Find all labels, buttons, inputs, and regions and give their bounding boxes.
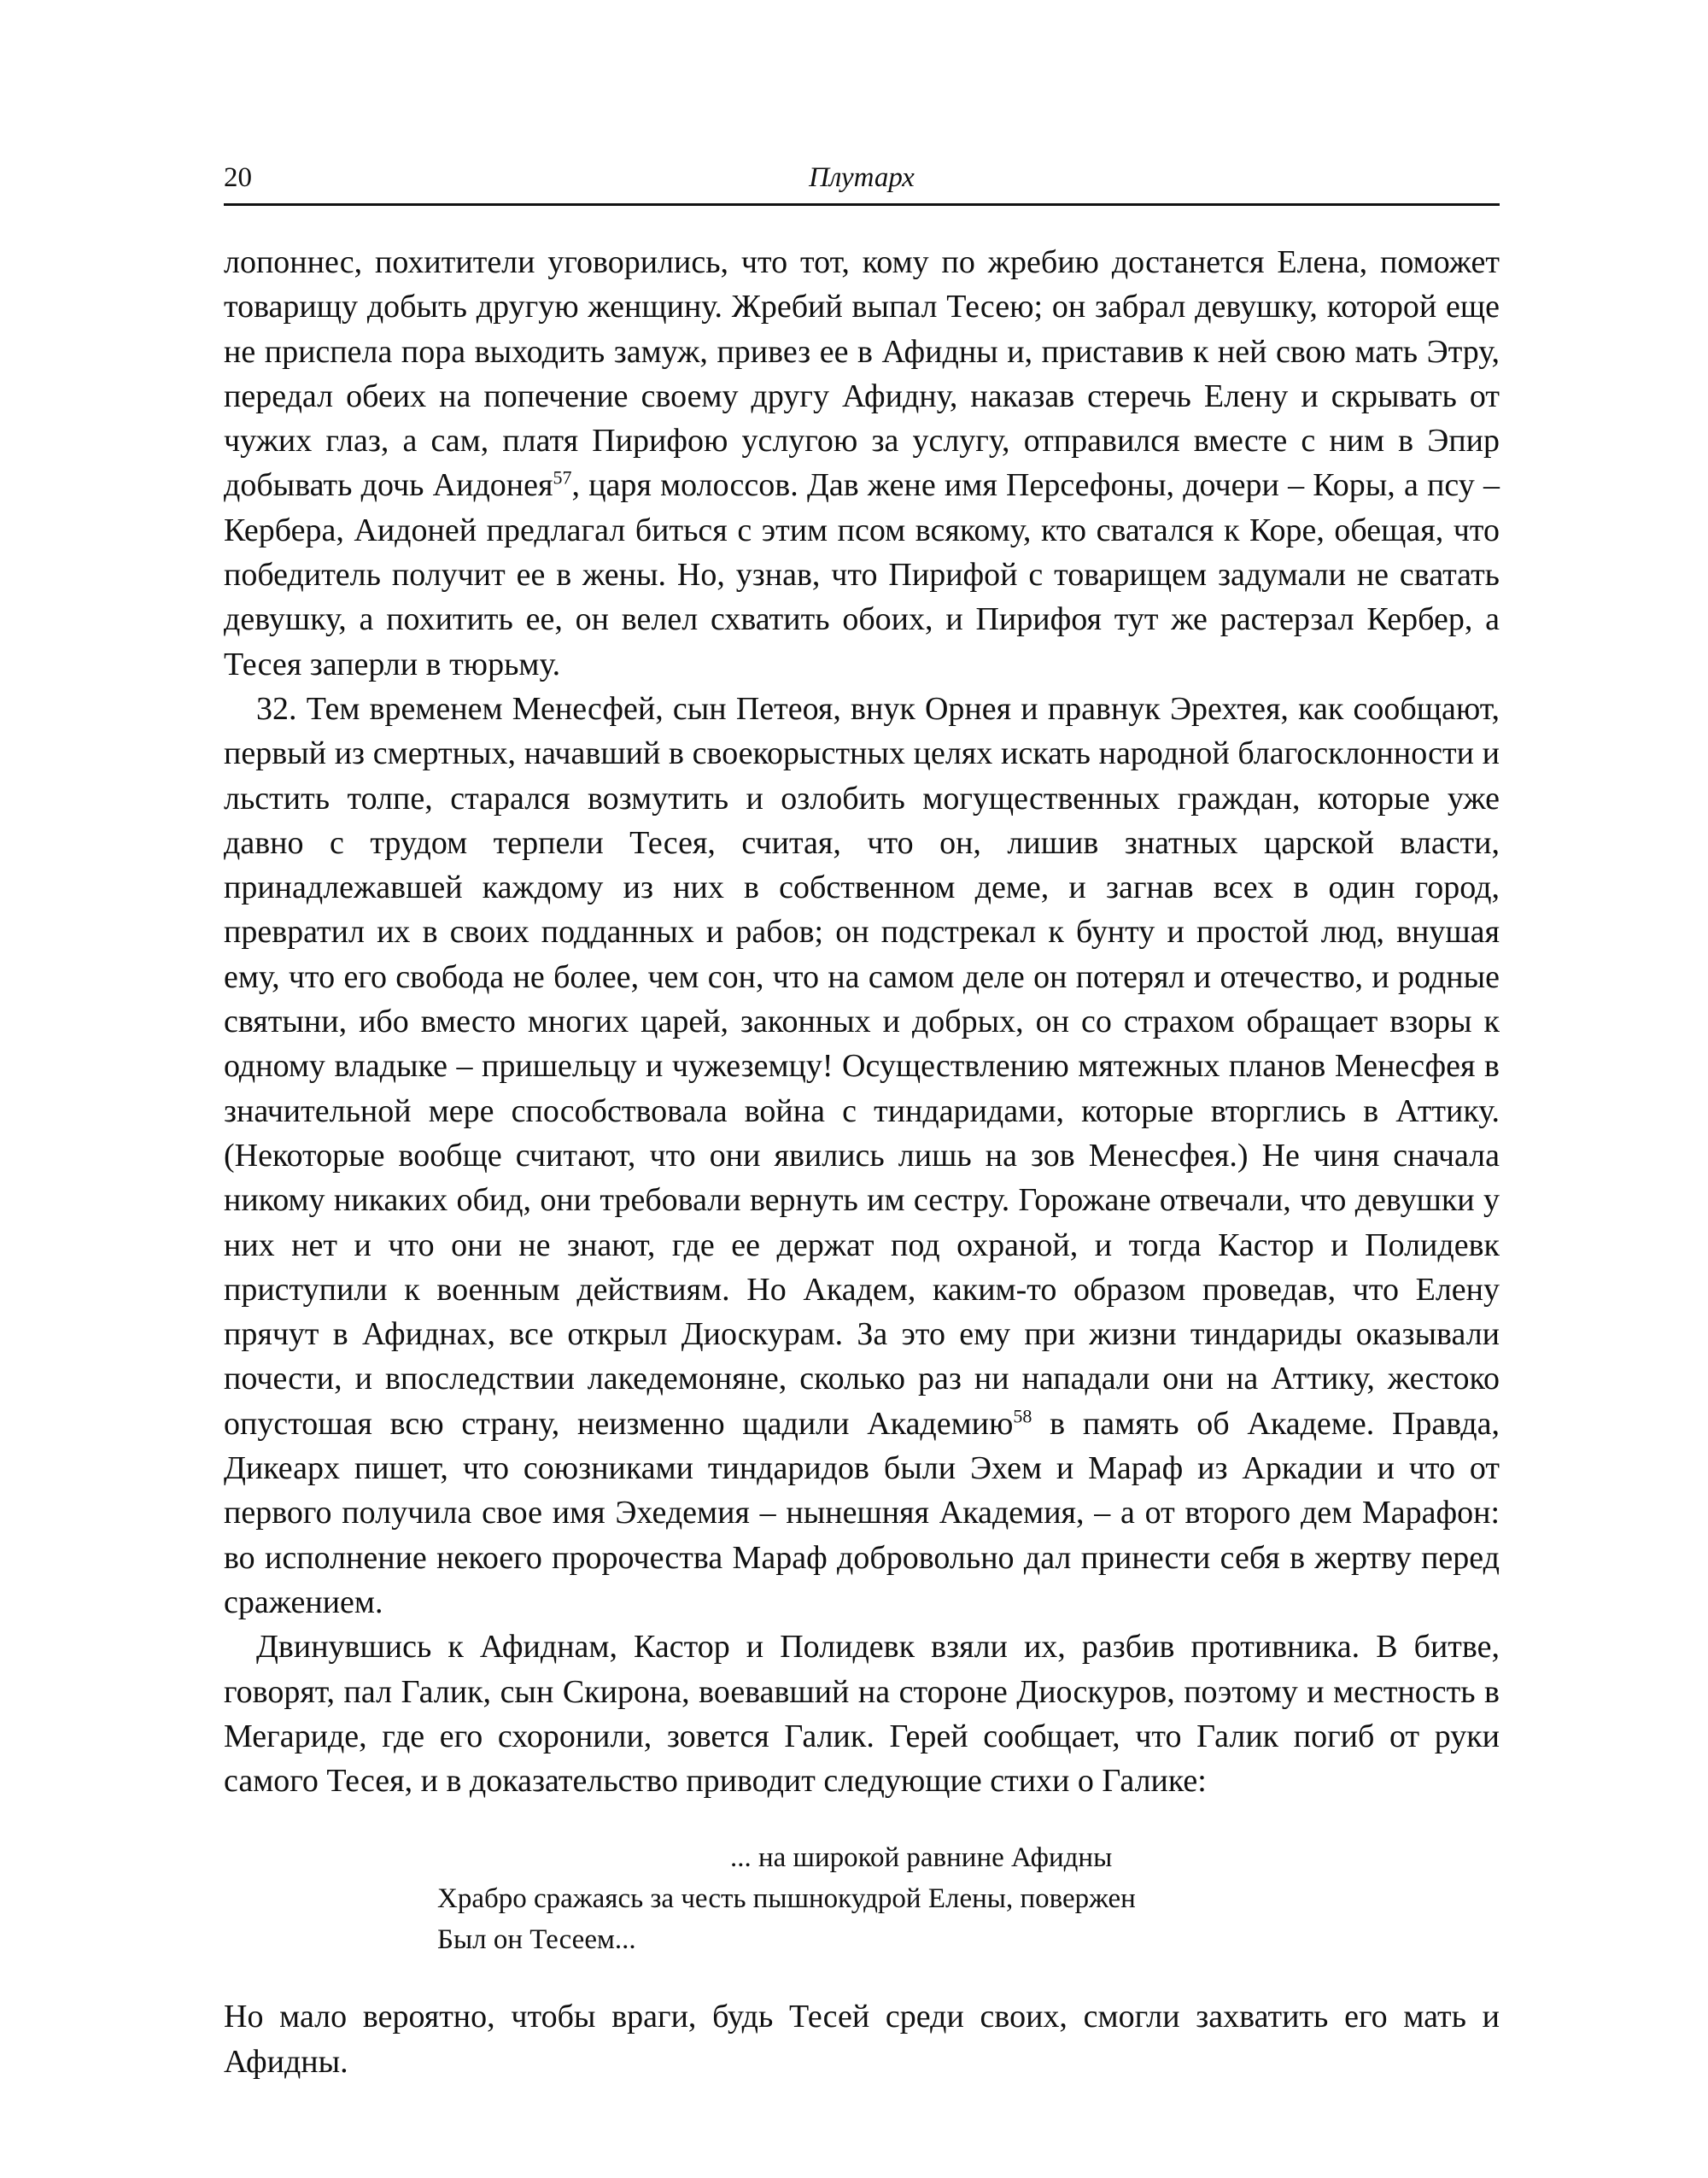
page-number: 20 bbox=[224, 162, 252, 193]
footnote-marker-58: 58 bbox=[1013, 1405, 1032, 1427]
verse-quotation bbox=[224, 1837, 1500, 1960]
verse-line: ... на широкой равнине Афидны bbox=[730, 1842, 1113, 1874]
paragraph-closing: Но мало вероятно, чтобы враги, будь Тесей среди своих, смогли захватить его мать и Афидны. bbox=[224, 1999, 1500, 2080]
verse-line: Храбро сражаясь за честь пышнокудрой Елены, повержен bbox=[437, 1883, 1136, 1915]
footnote-marker-57: 57 bbox=[553, 466, 572, 489]
paragraph-text: , царя молоссов. Дав жене имя Персефоны, дочери – Коры, а псу – Кербера, Аидоней предлагал биться с этим псом всякому, кто сватался к Коре, обещая, что победитель получит ее в жены. Но, узнав, что Пирифой с товарищем задумали не сватать девушку, а похитить ее, он велел схватить обоих, и Пирифоя тут же растерзал Кербер, а Тесея заперли в тюрьму. bbox=[224, 467, 1500, 682]
paragraph-battle: Двинувшись к Афиднам, Кастор и Полидевк взяли их, разбив противника. В битве, говорят, пал Галик, сын Скирона, воевавший на стороне Диоскуров, поэтому и местность в Мегариде, где его схоронили, зовется Галик. Герей сообщает, что Галик погиб от руки самого Тесея, и в доказательство приводит следующие стихи о Галике: bbox=[224, 1629, 1500, 1800]
page-header bbox=[224, 154, 1500, 206]
paragraph-text: в память об Академе. Правда, Дикеарх пишет, что союзниками тиндаридов были Эхем и Мараф из Аркадии и что от первого получила свое имя Эхедемия – нынешняя Академия, – а от второго дем Марафон: во исполнение некоего пророчества Мараф добровольно дал принести себя в жертву перед сражением. bbox=[224, 1405, 1500, 1620]
paragraph-text: 32. Тем временем Менесфей, сын Петеоя, внук Орнея и правнук Эрехтея, как сообщают, первый из смертных, начавший в своекорыстных целях искать народной благосклонности и льстить толпе, старался возмутить и озлобить могущественных граждан, которые уже давно с трудом терпели Тесея, считая, что он, лишив знатных царской власти, принадлежавшей каждому из них в собственном деме, и загнав всех в один город, превратил их в своих подданных и рабов; он подстрекал к бунту и простой люд, внушая ему, что его свобода не более, чем сон, что на самом деле он потерял и отечество, и родные святыни, ибо вместо многих царей, законных и добрых, он со страхом обращает взоры к одному владыке – пришельцу и чужеземцу! Осуществлению мятежных планов Менесфея в значительной мере способствовала война с тиндаридами, которые вторглись в Аттику. (Некоторые вообще считают, что они явились лишь на зов Менесфея.) Не чиня сначала никому никаких обид, они требовали вернуть им сестру. Горожане отвечали, что девушки у них нет и что они не знают, где ее держат под охраной, и тогда Кастор и Полидевк приступили к военным действиям. Но Академ, каким-то образом проведав, что Елену прячут в Афиднах, все открыл Диоскурам. За это ему при жизни тиндариды оказывали почести, и впоследствии лакедемоняне, сколько раз ни нападали они на Аттику, жестоко опустошая всю страну, неизменно щадили Академию bbox=[224, 690, 1500, 1442]
paragraph-continued bbox=[224, 240, 1500, 687]
verse-line: Был он Тесеем... bbox=[437, 1924, 636, 1956]
page-body bbox=[224, 240, 1500, 2084]
paragraph-text: лопоннес, похитители уговорились, что тот, кому по жребию достанется Елена, поможет товарищу добыть другую женщину. Жребий выпал Тесею; он забрал девушку, которой еще не приспела пора выходить замуж, привез ее в Афидны и, приставив к ней свою мать Этру, передал обеих на попечение своему другу Афидну, наказав стеречь Елену и скрывать от чужих глаз, а сам, платя Пирифою услугою за услугу, отправился вместе с ним в Эпир добывать дочь Аидонея bbox=[224, 244, 1500, 504]
running-title: Плутарх bbox=[809, 162, 915, 193]
paragraph-chapter-32 bbox=[224, 687, 1500, 1625]
book-page bbox=[224, 154, 1500, 2084]
